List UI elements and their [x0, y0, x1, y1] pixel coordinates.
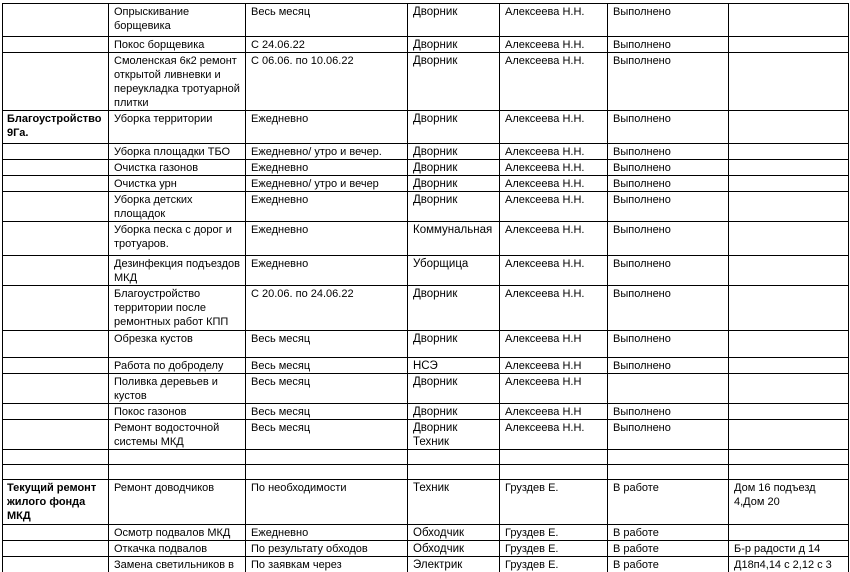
period-cell: Ежедневно — [246, 256, 408, 286]
section-cell — [3, 450, 109, 465]
table-row — [3, 176, 849, 192]
responsible-cell: Алексеева Н.Н. — [500, 286, 608, 331]
status-cell: Выполнено — [608, 286, 729, 331]
work-cell: Благоустройство территории после ремонтных работ КПП — [109, 286, 246, 331]
responsible-cell — [500, 450, 608, 465]
note-cell: Д18п4,14 с 2,12 с 3 — [729, 557, 849, 572]
period-cell: По необходимости — [246, 480, 408, 525]
period-cell: С 06.06. по 10.06.22 — [246, 53, 408, 111]
work-cell: Ремонт доводчиков — [109, 480, 246, 525]
status-cell: Выполнено — [608, 358, 729, 374]
section-cell — [3, 176, 109, 192]
executor-cell — [408, 465, 500, 480]
executor-cell: Дворник — [408, 331, 500, 358]
note-cell — [729, 222, 849, 256]
period-cell: Ежедневно/ утро и вечер. — [246, 144, 408, 160]
status-cell: В работе — [608, 557, 729, 572]
executor-cell: Обходчик — [408, 541, 500, 557]
status-cell: Выполнено — [608, 53, 729, 111]
table-row — [3, 450, 849, 465]
status-cell: Выполнено — [608, 192, 729, 222]
work-cell: Ремонт водосточной системы МКД — [109, 420, 246, 450]
table-row — [3, 222, 849, 256]
work-cell: Уборка территории — [109, 111, 246, 144]
responsible-cell: Алексеева Н.Н. — [500, 37, 608, 53]
section-cell: Текущий ремонт жилого фонда МКД — [3, 480, 109, 525]
status-cell: Выполнено — [608, 176, 729, 192]
responsible-cell: Алексеева Н.Н. — [500, 256, 608, 286]
executor-cell: Дворник — [408, 192, 500, 222]
work-cell: Смоленская 6к2 ремонт открытой ливневки и переукладка тротуарной плитки — [109, 53, 246, 111]
work-cell: Обрезка кустов — [109, 331, 246, 358]
responsible-cell: Алексеева Н.Н. — [500, 222, 608, 256]
status-cell: Выполнено — [608, 160, 729, 176]
note-cell — [729, 331, 849, 358]
note-cell — [729, 53, 849, 111]
executor-cell: Техник — [408, 480, 500, 525]
status-cell: Выполнено — [608, 111, 729, 144]
executor-cell: Дворник — [408, 286, 500, 331]
table-row — [3, 4, 849, 37]
period-cell — [246, 465, 408, 480]
table-row — [3, 420, 849, 450]
executor-cell: Обходчик — [408, 525, 500, 541]
section-cell — [3, 331, 109, 358]
status-cell: В работе — [608, 541, 729, 557]
work-cell: Поливка деревьев и кустов — [109, 374, 246, 404]
status-cell: Выполнено — [608, 331, 729, 358]
note-cell — [729, 256, 849, 286]
section-cell — [3, 192, 109, 222]
table-row — [3, 480, 849, 525]
table-row — [3, 286, 849, 331]
table-row — [3, 111, 849, 144]
status-cell: Выполнено — [608, 4, 729, 37]
responsible-cell: Алексеева Н.Н. — [500, 111, 608, 144]
status-cell — [608, 465, 729, 480]
responsible-cell: Груздев Е. — [500, 557, 608, 572]
section-cell — [3, 144, 109, 160]
note-cell — [729, 465, 849, 480]
executor-cell: Дворник Техник — [408, 420, 500, 450]
period-cell — [246, 450, 408, 465]
executor-cell: Дворник — [408, 37, 500, 53]
executor-cell: Дворник — [408, 111, 500, 144]
section-cell — [3, 420, 109, 450]
responsible-cell — [500, 465, 608, 480]
executor-cell: Уборщица — [408, 256, 500, 286]
work-cell: Уборка площадки ТБО — [109, 144, 246, 160]
period-cell: С 24.06.22 — [246, 37, 408, 53]
executor-cell — [408, 450, 500, 465]
table-row — [3, 525, 849, 541]
note-cell — [729, 160, 849, 176]
table-row — [3, 331, 849, 358]
table-row — [3, 37, 849, 53]
note-cell — [729, 404, 849, 420]
work-cell: Очистка газонов — [109, 160, 246, 176]
executor-cell: Коммунальная — [408, 222, 500, 256]
note-cell — [729, 374, 849, 404]
period-cell: Ежедневно — [246, 525, 408, 541]
section-cell — [3, 4, 109, 37]
work-cell: Уборка детских площадок — [109, 192, 246, 222]
period-cell: Ежедневно — [246, 222, 408, 256]
executor-cell: Дворник — [408, 176, 500, 192]
work-cell: Дезинфекция подъездов МКД — [109, 256, 246, 286]
note-cell — [729, 525, 849, 541]
period-cell: Ежедневно — [246, 160, 408, 176]
responsible-cell: Алексеева Н.Н. — [500, 192, 608, 222]
period-cell: Ежедневно — [246, 192, 408, 222]
executor-cell: Дворник — [408, 53, 500, 111]
period-cell: Ежедневно — [246, 111, 408, 144]
executor-cell: Дворник — [408, 4, 500, 37]
table-row — [3, 541, 849, 557]
executor-cell: Дворник — [408, 404, 500, 420]
period-cell: Весь месяц — [246, 374, 408, 404]
responsible-cell: Алексеева Н.Н — [500, 404, 608, 420]
status-cell: Выполнено — [608, 222, 729, 256]
note-cell — [729, 358, 849, 374]
period-cell: Весь месяц — [246, 420, 408, 450]
period-cell: С 20.06. по 24.06.22 — [246, 286, 408, 331]
responsible-cell: Алексеева Н.Н. — [500, 160, 608, 176]
work-cell: Откачка подвалов — [109, 541, 246, 557]
responsible-cell: Алексеева Н.Н. — [500, 176, 608, 192]
status-cell: В работе — [608, 480, 729, 525]
executor-cell: Дворник — [408, 374, 500, 404]
table-row — [3, 557, 849, 572]
executor-cell: Дворник — [408, 144, 500, 160]
work-cell: Замена светильников в — [109, 557, 246, 572]
section-cell: Благоустройство 9Га. — [3, 111, 109, 144]
executor-cell: НСЭ — [408, 358, 500, 374]
status-cell: В работе — [608, 525, 729, 541]
note-cell — [729, 144, 849, 160]
work-cell: Очистка урн — [109, 176, 246, 192]
status-cell: Выполнено — [608, 144, 729, 160]
executor-cell: Электрик — [408, 557, 500, 572]
responsible-cell: Алексеева Н.Н. — [500, 144, 608, 160]
status-cell: Выполнено — [608, 256, 729, 286]
table-row — [3, 465, 849, 480]
work-cell: Опрыскивание борщевика — [109, 4, 246, 37]
section-cell — [3, 37, 109, 53]
table-row — [3, 374, 849, 404]
note-cell: Дом 16 подъезд 4,Дом 20 — [729, 480, 849, 525]
section-cell — [3, 557, 109, 572]
work-cell: Осмотр подвалов МКД — [109, 525, 246, 541]
status-cell — [608, 450, 729, 465]
note-cell — [729, 450, 849, 465]
note-cell — [729, 192, 849, 222]
responsible-cell: Алексеева Н.Н. — [500, 420, 608, 450]
period-cell: Весь месяц — [246, 331, 408, 358]
table-row — [3, 144, 849, 160]
work-cell — [109, 450, 246, 465]
section-cell — [3, 358, 109, 374]
table-row — [3, 160, 849, 176]
work-cell: Уборка песка с дорог и тротуаров. — [109, 222, 246, 256]
note-cell: Б-р радости д 14 — [729, 541, 849, 557]
work-cell: Работа по доброделу — [109, 358, 246, 374]
period-cell: Весь месяц — [246, 404, 408, 420]
period-cell: Весь месяц — [246, 358, 408, 374]
status-cell — [608, 374, 729, 404]
responsible-cell: Груздев Е. — [500, 480, 608, 525]
work-cell: Покос борщевика — [109, 37, 246, 53]
note-cell — [729, 4, 849, 37]
status-cell: Выполнено — [608, 404, 729, 420]
section-cell — [3, 53, 109, 111]
responsible-cell: Алексеева Н.Н. — [500, 4, 608, 37]
table-row — [3, 404, 849, 420]
period-cell: Ежедневно/ утро и вечер — [246, 176, 408, 192]
status-cell: Выполнено — [608, 37, 729, 53]
responsible-cell: Алексеева Н.Н — [500, 374, 608, 404]
period-cell: По заявкам через — [246, 557, 408, 572]
section-cell — [3, 541, 109, 557]
section-cell — [3, 404, 109, 420]
section-cell — [3, 374, 109, 404]
responsible-cell: Алексеева Н.Н — [500, 331, 608, 358]
responsible-cell: Алексеева Н.Н — [500, 358, 608, 374]
note-cell — [729, 420, 849, 450]
status-cell: Выполнено — [608, 420, 729, 450]
period-cell: По результату обходов — [246, 541, 408, 557]
responsible-cell: Груздев Е. — [500, 541, 608, 557]
period-cell: Весь месяц — [246, 4, 408, 37]
note-cell — [729, 176, 849, 192]
note-cell — [729, 111, 849, 144]
section-cell — [3, 160, 109, 176]
note-cell — [729, 286, 849, 331]
table-row — [3, 53, 849, 111]
table-row — [3, 358, 849, 374]
responsible-cell: Алексеева Н.Н. — [500, 53, 608, 111]
section-cell — [3, 525, 109, 541]
table-row — [3, 256, 849, 286]
section-cell — [3, 256, 109, 286]
executor-cell: Дворник — [408, 160, 500, 176]
section-cell — [3, 222, 109, 256]
responsible-cell: Груздев Е. — [500, 525, 608, 541]
note-cell — [729, 37, 849, 53]
section-cell — [3, 286, 109, 331]
work-report-table — [2, 3, 849, 572]
work-cell — [109, 465, 246, 480]
work-cell: Покос газонов — [109, 404, 246, 420]
table-row — [3, 192, 849, 222]
section-cell — [3, 465, 109, 480]
